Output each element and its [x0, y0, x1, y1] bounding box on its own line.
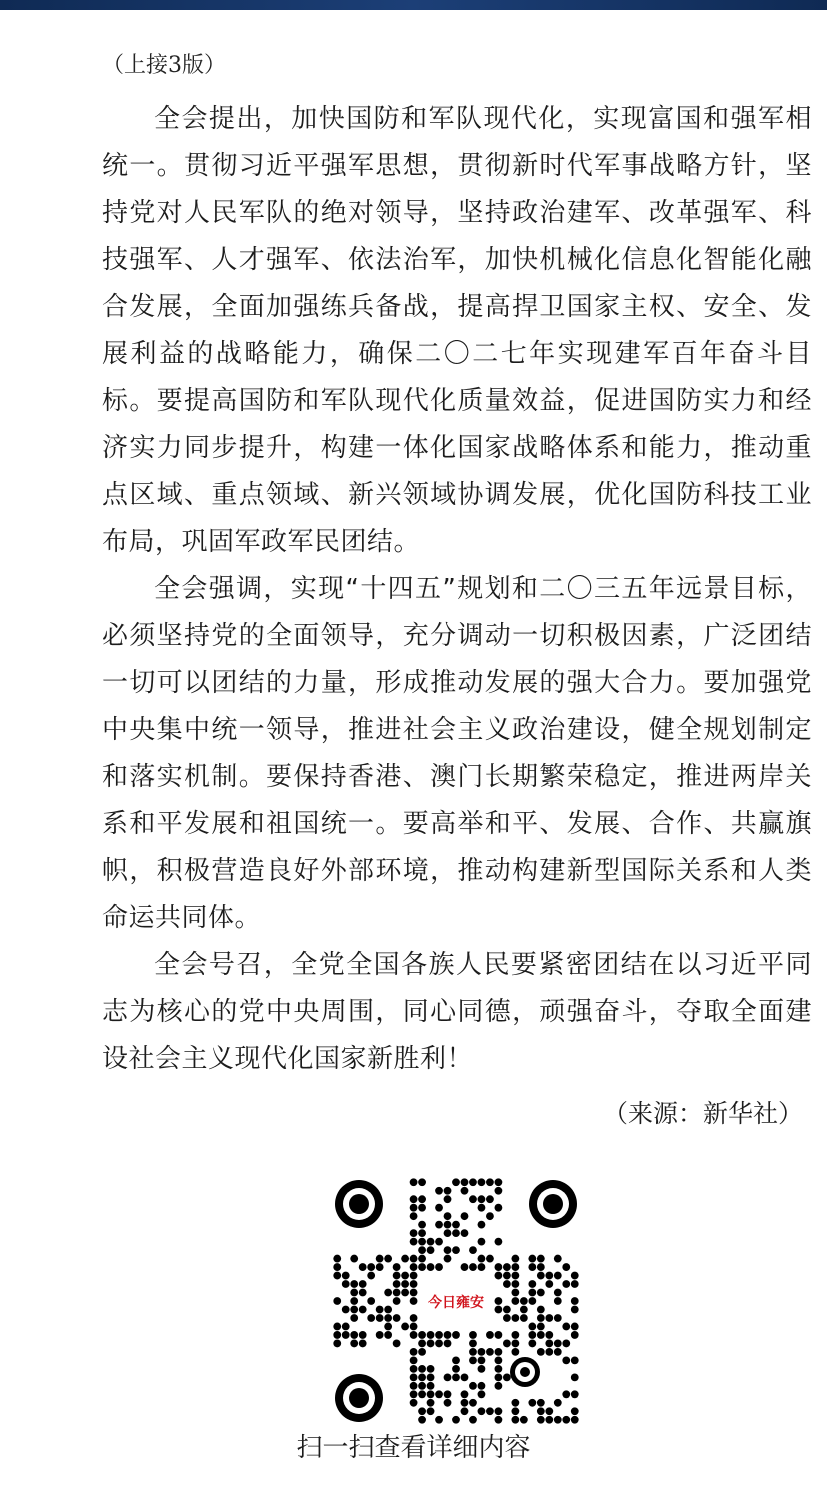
article-source: （来源：新华社）: [602, 1099, 803, 1128]
qr-finder-top-left: [335, 1180, 383, 1228]
article-body: [102, 96, 812, 1083]
qr-finder-bottom-left: [335, 1374, 383, 1422]
qr-finder-top-right: [529, 1180, 577, 1228]
qr-alignment-mark: [510, 1357, 540, 1387]
article-paragraph: 全会提出，加快国防和军队现代化，实现富国和强军相统一。贯彻习近平强军思想，贯彻新时代军事战略方针，坚持党对人民军队的绝对领导，坚持政治建军、改革强军、科技强军、人才强军、依法治军，加快机械化信息化智能化融合发展，全面加强练兵备战，提高捍卫国家主权、安全、发展利益的战略能力，确保二〇二七年实现建军百年奋斗目标。要提高国防和军队现代化质量效益，促进国防实力和经济实力同步提升，构建一体化国家战略体系和能力，推动重点区域、重点领域、新兴领域协调发展，优化国防科技工业布局，巩固军政军民团结。: [102, 104, 812, 557]
qr-caption: 扫一扫查看详细内容: [296, 1433, 531, 1463]
qr-code[interactable]: [333, 1178, 579, 1424]
top-banner-bar: [0, 0, 827, 10]
qr-logo-text: 今日雍安: [428, 1295, 484, 1311]
article-paragraph: 全会强调，实现“十四五”规划和二〇三五年远景目标，必须坚持党的全面领导，充分调动一切积极因素，广泛团结一切可以团结的力量，形成推动发展的强大合力。要加强党中央集中统一领导，推进社会主义政治建设，健全规划制定和落实机制。要保持香港、澳门长期繁荣稳定，推进两岸关系和平发展和祖国统一。要高举和平、发展、合作、共赢旗帜，积极营造良好外部环境，推动构建新型国际关系和人类命运共同体。: [102, 574, 812, 933]
article-paragraph: 全会号召，全党全国各族人民要紧密团结在以习近平同志为核心的党中央周围，同心同德，顽强奋斗，夺取全面建设社会主义现代化国家新胜利！: [102, 950, 812, 1074]
continued-from-label: （上接3版）: [102, 53, 226, 78]
